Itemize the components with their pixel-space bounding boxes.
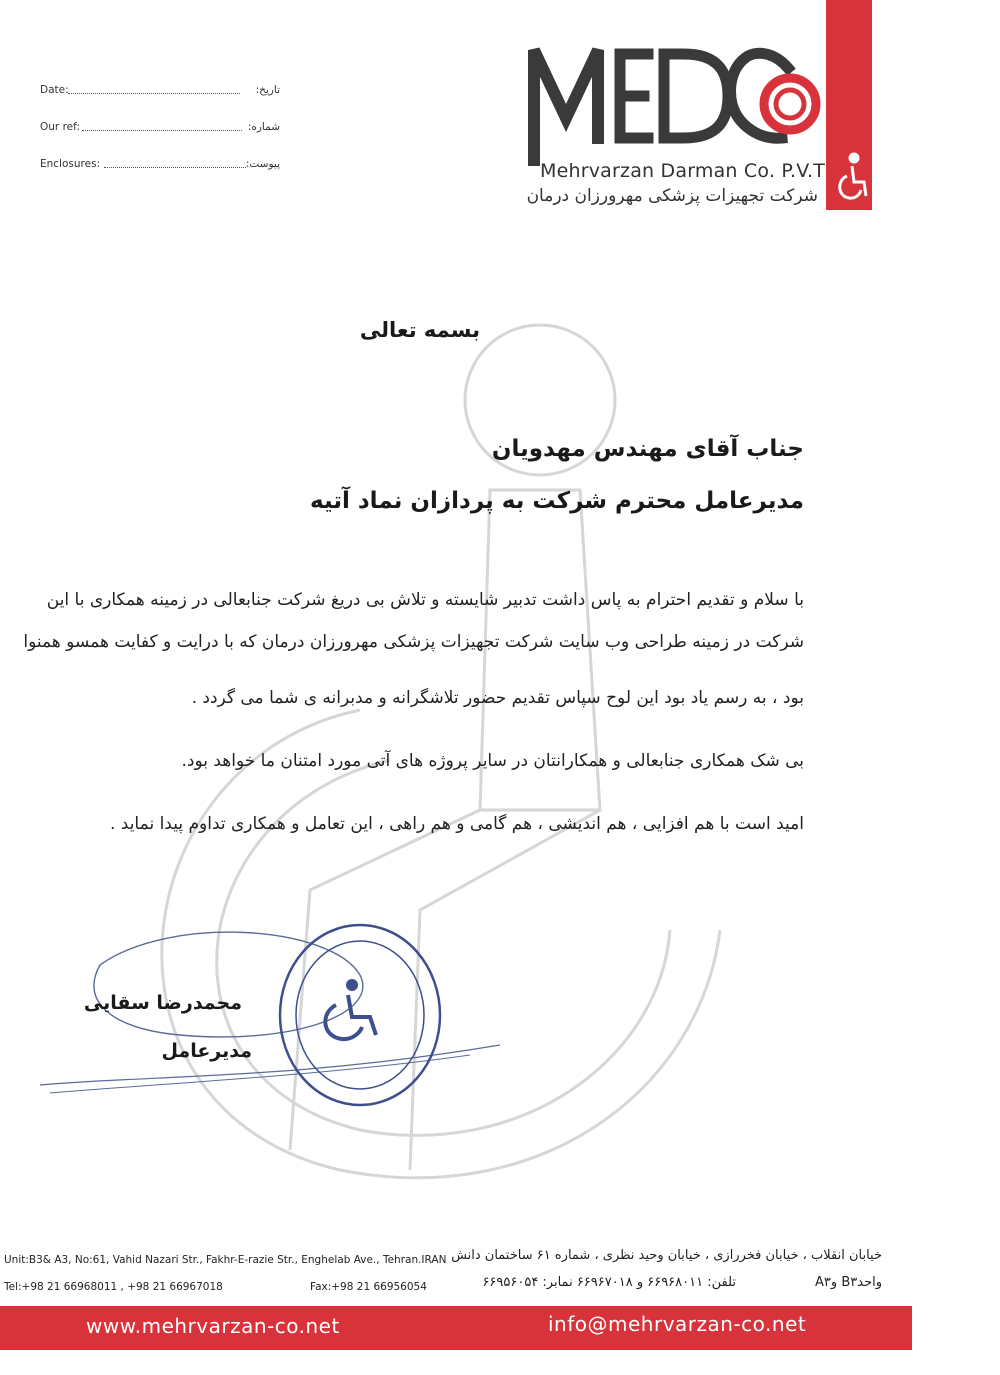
footer-unit-fa: واحدB۳ وA۳ [815,1275,882,1290]
signatory-name: محمدرضا سقایی [83,992,242,1014]
date-label-en: Date: [40,84,69,96]
website-link[interactable]: www.mehrvarzan-co.net [86,1314,340,1338]
wheelchair-icon [832,150,870,206]
reference-label-fa: شماره: [247,121,280,133]
enclosures-label-en: Enclosures: [40,158,101,170]
footer-phone-fa: تلفن: ۶۶۹۶۸۰۱۱ و ۶۶۹۶۷۰۱۸ نمابر: ۶۶۹۵۶۰۵۴ [482,1275,736,1290]
date-field [40,84,280,100]
reference-dotted-line [82,130,242,131]
signature-and-stamp [30,905,510,1125]
company-name-fa: شرکت تجهیزات پزشکی مهرورزان درمان [526,186,818,206]
recipient-name: جناب آقای مهندس مهدویان [491,436,804,462]
letter-greeting: بسمه تعالی [359,318,480,342]
footer-fax-en: Fax:+98 21 66956054 [310,1281,427,1293]
reference-label-en: Our ref: [40,121,80,133]
paragraph-line-3: بود ، به رسم یاد بود این لوح سپاس تقدیم حضور تلاشگرانه و مدبرانه ی شما می گردد . [191,688,804,708]
footer-tel-en: Tel:+98 21 66968011 , +98 21 66967018 [4,1281,223,1293]
reference-field [40,121,280,137]
date-label-fa: تاریخ: [255,84,280,96]
footer-address-en: Unit:B3& A3, No:61, Vahid Nazari Str., Fakhr-E-razie Str., Enghelab Ave., Tehran.IRAN [4,1254,447,1266]
paragraph-line-5: امید است با هم افزایی ، هم اندیشی ، هم گامی و هم راهی ، این تعامل و همکاری تداوم پیدا نماید . [109,814,804,834]
date-dotted-line [68,93,240,94]
paragraph-line-2: شرکت در زمینه طراحی وب سایت شرکت تجهیزات پزشکی مهرورزان درمان که با درایت و کفایت همسو همنوا [23,632,804,652]
enclosures-field [40,158,280,174]
footer-address-fa: خیابان انقلاب ، خیابان فخررازی ، خیابان وحید نظری ، شماره ۶۱ ساختمان دانش [451,1248,882,1263]
signatory-title: مدیرعامل [161,1040,252,1062]
paragraph-line-4: بی شک همکاری جنابعالی و همکارانتان در سایر پروژه های آتی مورد امتنان ما خواهد بود. [181,751,804,771]
recipient-position: مدیرعامل محترم شرکت به پردازان نماد آتیه [310,488,804,514]
enclosures-label-fa: پیوست: [245,158,280,170]
paragraph-line-1: با سلام و تقدیم احترام به پاس داشت تدبیر شایسته و تلاش بی دریغ شرکت جنابعالی در زمینه همکاری با این [46,590,804,610]
enclosures-dotted-line [104,167,246,168]
footer-contact-bar [0,1306,912,1350]
email-link[interactable]: info@mehrvarzan-co.net [548,1312,807,1336]
company-name-en: Mehrvarzan Darman Co. P.V.T [540,160,826,182]
